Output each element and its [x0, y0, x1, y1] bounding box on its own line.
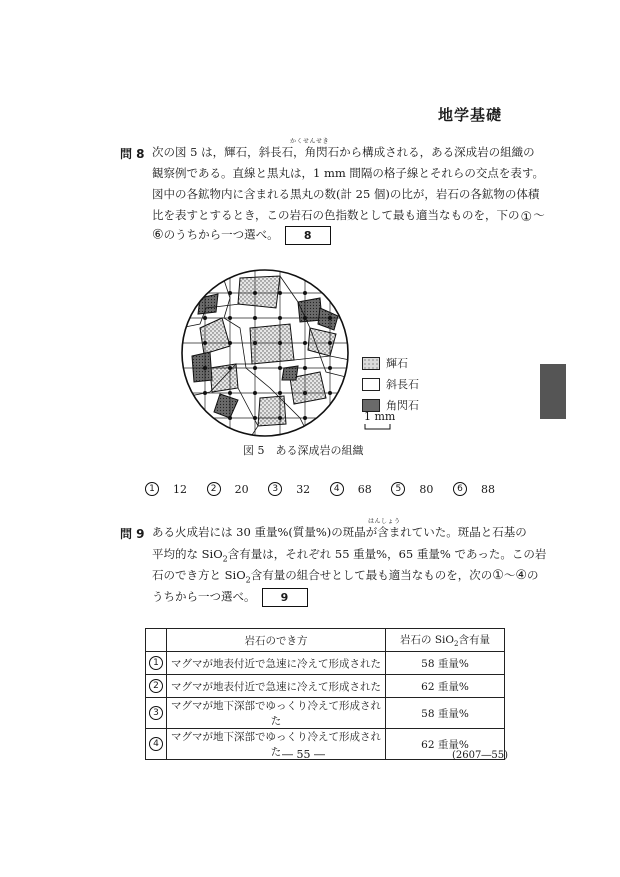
option-5[interactable] — [391, 482, 433, 496]
q8-line-1: 次の図 5 は，輝石，斜長石，角閃石から構成される，ある深成岩の組織の — [152, 145, 535, 159]
option-num: 6 — [453, 482, 467, 496]
q9-range-from: ① — [492, 568, 504, 583]
rock-texture-figure — [180, 268, 350, 438]
legend-plagioclase — [362, 376, 419, 392]
row-how: マグマが地表付近で急速に冷えて形成された — [167, 675, 386, 698]
row-num-cell — [146, 698, 167, 729]
option-value: 20 — [234, 482, 249, 496]
q9-line-4-text: うちから一つ選べ。 — [152, 589, 256, 604]
legend-label: 輝石 — [386, 357, 408, 370]
row-how: マグマが地下深部でゆっくり冷えて形成された — [167, 729, 386, 760]
q8-last-text: のうちから一つ選べ。 — [163, 227, 279, 242]
table-header-blank — [146, 629, 167, 652]
figure-legend — [362, 355, 419, 413]
q9-answer-table — [145, 628, 505, 760]
side-index-tab — [540, 364, 566, 419]
row-num: 1 — [149, 656, 163, 670]
q8-line-4-text: 比を表すとするとき，この岩石の色指数として最も適当なものを，下の — [152, 208, 520, 222]
option-1[interactable] — [145, 482, 187, 496]
table-header-sio2 — [386, 629, 505, 652]
row-how: マグマが地下深部でゆっくり冷えて形成された — [167, 698, 386, 729]
option-value: 68 — [357, 482, 372, 496]
table-header-sio2-b: 含有量 — [458, 633, 490, 646]
q8-range-tilde: ～ — [533, 208, 545, 222]
legend-swatch-white — [362, 378, 380, 391]
q9-range-suffix: の — [527, 568, 539, 582]
row-num: 4 — [149, 737, 163, 751]
row-how: マグマが地表付近で急速に冷えて形成された — [167, 652, 386, 675]
q9-line-3 — [152, 568, 539, 587]
table-row[interactable] — [146, 729, 505, 760]
q9-answer-box[interactable]: 9 — [262, 588, 308, 607]
q8-line-3: 図中の各鉱物内に含まれる黒丸の数(計 25 個)の比が，岩石の各鉱物の体積 — [152, 187, 540, 201]
q8-line-2: 観察例である。直線と黒丸は，1 mm 間隔の格子線とそれらの交点を表す。 — [152, 166, 545, 180]
row-num-cell — [146, 652, 167, 675]
q9-range-to: ④ — [515, 568, 528, 583]
q9-line-3a: 石のでき方と SiO — [152, 568, 246, 582]
q8-label: 問 8 — [120, 147, 145, 161]
table-row[interactable] — [146, 698, 505, 729]
subscript-2: 2 — [245, 575, 251, 585]
subscript-2: 2 — [454, 640, 459, 649]
row-sio2: 62 重量% — [386, 729, 505, 760]
option-num: 5 — [391, 482, 405, 496]
legend-pyroxene — [362, 355, 419, 371]
option-num: 4 — [330, 482, 344, 496]
q9-ruby: はんしょう — [368, 518, 401, 525]
q9-line-4 — [152, 588, 308, 607]
option-3[interactable] — [268, 482, 310, 496]
q8-ruby: かくせんせき — [290, 138, 330, 145]
table-row[interactable] — [146, 652, 505, 675]
row-num-cell — [146, 675, 167, 698]
option-4[interactable] — [330, 482, 372, 496]
option-6[interactable] — [453, 482, 495, 496]
legend-label: 角閃石 — [386, 399, 419, 412]
option-num: 3 — [268, 482, 282, 496]
q8-line-4 — [152, 208, 545, 224]
option-num: 1 — [145, 482, 159, 496]
q9-line-3b: 含有量の組合せとして最も適当なものを，次の — [250, 568, 493, 582]
option-value: 80 — [419, 482, 434, 496]
subscript-2: 2 — [222, 554, 228, 564]
q9-range-tilde: ～ — [503, 568, 516, 582]
option-num: 2 — [207, 482, 221, 496]
legend-label: 斜長石 — [386, 378, 419, 391]
row-num: 2 — [149, 679, 163, 693]
q8-answer-box[interactable]: 8 — [285, 226, 331, 245]
option-value: 32 — [296, 482, 311, 496]
row-num-cell — [146, 729, 167, 760]
row-num: 3 — [149, 706, 163, 720]
row-sio2: 58 重量% — [386, 698, 505, 729]
figure-caption: 図 5 ある深成岩の組織 — [243, 444, 364, 457]
option-value: 88 — [480, 482, 495, 496]
row-sio2: 62 重量% — [386, 675, 505, 698]
subject-header: 地学基礎 — [437, 106, 502, 124]
q8-range-to: ⑥ — [152, 227, 164, 243]
q9-line-2 — [152, 547, 546, 566]
option-value: 12 — [173, 482, 187, 496]
q9-line-2a: 平均的な SiO — [152, 547, 223, 561]
option-2[interactable] — [207, 482, 249, 496]
legend-swatch-dots — [362, 357, 380, 370]
q9-line-1: ある火成岩には 30 重量%(質量%)の斑晶が含まれていた。斑晶と石基の — [152, 525, 527, 539]
table-header-sio2-a: 岩石の SiO — [400, 633, 455, 646]
table-row[interactable] — [146, 675, 505, 698]
table-header-how: 岩石のでき方 — [167, 629, 386, 652]
q8-range-from: ① — [520, 210, 533, 225]
page-number: ― 55 ― — [282, 748, 325, 761]
table-header-row — [146, 629, 505, 652]
q9-label: 問 9 — [120, 527, 145, 541]
q8-options — [145, 482, 495, 496]
scale-bar — [364, 423, 394, 431]
exam-code: (2607―55) — [452, 750, 508, 761]
q9-line-2b: 含有量は，それぞれ 55 重量%，65 重量% であった。この岩 — [227, 547, 547, 561]
q8-line-5 — [152, 226, 331, 245]
row-sio2: 58 重量% — [386, 652, 505, 675]
scale-label: 1 mm — [364, 410, 396, 423]
